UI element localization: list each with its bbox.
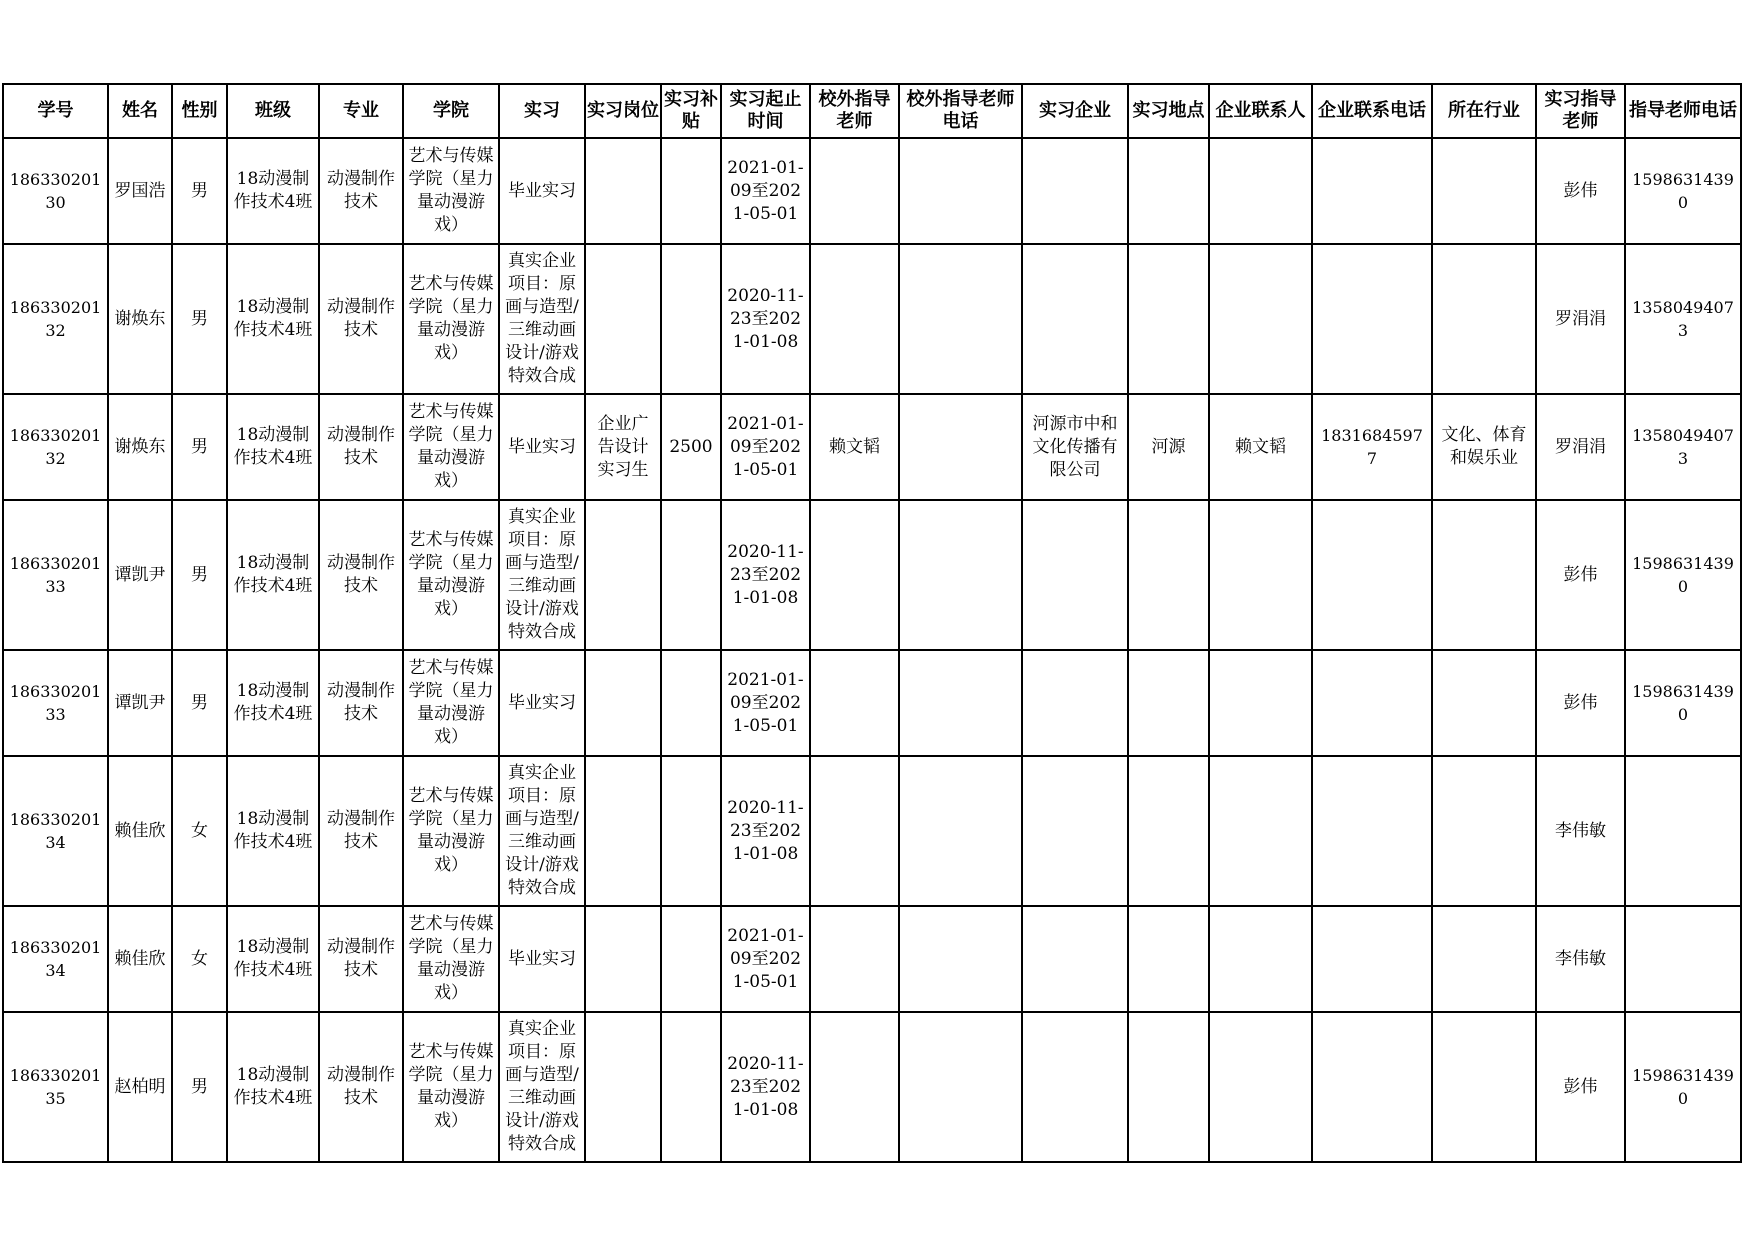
cell-text: 18动漫制作技术4班 xyxy=(233,425,313,468)
table-cell xyxy=(227,394,319,500)
cell-text: 2500 xyxy=(669,436,713,457)
cell-text: 赖佳欣 xyxy=(114,820,166,841)
table-cell xyxy=(899,394,1022,500)
column-header: 专业 xyxy=(319,84,403,138)
table-cell xyxy=(3,244,108,394)
table-cell xyxy=(108,500,172,650)
table-cell xyxy=(108,394,172,500)
cell-text: 罗涓涓 xyxy=(1555,436,1606,457)
table-cell xyxy=(3,756,108,906)
table-cell xyxy=(721,500,810,650)
table-cell xyxy=(499,500,585,650)
table-cell xyxy=(661,756,721,906)
cell-text: 2021-01-09至2021-05-01 xyxy=(727,669,804,736)
table-cell xyxy=(1312,906,1432,1012)
table-cell xyxy=(319,650,403,756)
table-cell xyxy=(319,138,403,244)
table-cell xyxy=(227,244,319,394)
cell-text: 15986314390 xyxy=(1632,682,1734,724)
table-cell xyxy=(227,138,319,244)
table-cell xyxy=(108,244,172,394)
table-row xyxy=(3,138,1741,244)
column-header: 校外指导老师 xyxy=(810,84,899,138)
column-header: 实习起止时间 xyxy=(721,84,810,138)
table-cell xyxy=(3,394,108,500)
cell-text: 艺术与传媒学院（星力量动漫游戏） xyxy=(408,914,494,1003)
cell-text: 艺术与传媒学院（星力量动漫游戏） xyxy=(408,1042,494,1131)
table-cell xyxy=(1128,500,1209,650)
table-cell xyxy=(1022,394,1128,500)
table-cell xyxy=(810,500,899,650)
table-cell xyxy=(585,650,661,756)
cell-text: 李伟敏 xyxy=(1555,820,1606,841)
cell-text: 15986314390 xyxy=(1632,554,1734,596)
cell-text: 18动漫制作技术4班 xyxy=(233,297,313,340)
table-cell xyxy=(1312,756,1432,906)
cell-text: 真实企业项目：原画与造型/三维动画设计/游戏特效合成 xyxy=(505,507,579,642)
table-cell xyxy=(661,138,721,244)
cell-text: 18动漫制作技术4班 xyxy=(233,169,313,212)
table-cell xyxy=(172,244,227,394)
table-cell xyxy=(1128,906,1209,1012)
table-cell xyxy=(1128,1012,1209,1162)
table-cell xyxy=(319,244,403,394)
table-cell xyxy=(1022,138,1128,244)
cell-text: 艺术与传媒学院（星力量动漫游戏） xyxy=(408,402,494,491)
table-cell xyxy=(227,1012,319,1162)
table-cell xyxy=(810,394,899,500)
table-cell xyxy=(108,756,172,906)
table-cell xyxy=(1128,650,1209,756)
cell-text: 罗涓涓 xyxy=(1555,308,1606,329)
cell-text: 2020-11-23至2021-01-08 xyxy=(727,541,804,608)
cell-text: 动漫制作技术 xyxy=(327,809,395,852)
cell-text: 动漫制作技术 xyxy=(327,553,395,596)
table-cell xyxy=(227,650,319,756)
cell-text: 2020-11-23至2021-01-08 xyxy=(727,797,804,864)
table-cell xyxy=(1536,906,1625,1012)
table-cell xyxy=(3,1012,108,1162)
cell-text: 18633020133 xyxy=(9,554,102,596)
table-cell xyxy=(1536,1012,1625,1162)
cell-text: 18633020132 xyxy=(9,426,102,468)
cell-text: 18动漫制作技术4班 xyxy=(233,681,313,724)
cell-text: 18316845977 xyxy=(1321,426,1423,468)
table-cell xyxy=(1432,244,1536,394)
table-cell xyxy=(1128,394,1209,500)
table-cell xyxy=(1432,1012,1536,1162)
cell-text: 男 xyxy=(191,308,208,329)
cell-text: 艺术与传媒学院（星力量动漫游戏） xyxy=(408,274,494,363)
table-cell xyxy=(403,394,499,500)
cell-text: 彭伟 xyxy=(1563,1076,1598,1097)
table-cell xyxy=(172,756,227,906)
cell-text: 动漫制作技术 xyxy=(327,937,395,980)
table-cell xyxy=(1432,756,1536,906)
table-cell xyxy=(661,500,721,650)
table-cell xyxy=(499,650,585,756)
cell-text: 动漫制作技术 xyxy=(327,169,395,212)
table-cell xyxy=(1209,138,1312,244)
cell-text: 18633020134 xyxy=(9,938,102,980)
cell-text: 动漫制作技术 xyxy=(327,297,395,340)
table-cell xyxy=(1312,1012,1432,1162)
cell-text: 赖佳欣 xyxy=(114,948,166,969)
table-cell xyxy=(1022,244,1128,394)
table-cell xyxy=(899,138,1022,244)
cell-text: 艺术与传媒学院（星力量动漫游戏） xyxy=(408,786,494,875)
table-cell xyxy=(172,138,227,244)
cell-text: 谭凯尹 xyxy=(114,692,166,713)
table-cell xyxy=(319,756,403,906)
column-header: 实习补贴 xyxy=(661,84,721,138)
cell-text: 2020-11-23至2021-01-08 xyxy=(727,1053,804,1120)
table-cell xyxy=(108,1012,172,1162)
table-cell xyxy=(1209,906,1312,1012)
column-header: 学号 xyxy=(3,84,108,138)
table-cell xyxy=(899,756,1022,906)
table-cell xyxy=(172,500,227,650)
cell-text: 动漫制作技术 xyxy=(327,425,395,468)
column-header: 实习指导老师 xyxy=(1536,84,1625,138)
table-cell xyxy=(585,394,661,500)
cell-text: 毕业实习 xyxy=(508,180,576,201)
table-cell xyxy=(3,650,108,756)
table-cell xyxy=(1625,756,1741,906)
table-cell xyxy=(585,906,661,1012)
table-cell xyxy=(319,394,403,500)
cell-text: 谢焕东 xyxy=(114,436,166,457)
column-header: 所在行业 xyxy=(1432,84,1536,138)
cell-text: 男 xyxy=(191,564,208,585)
table-cell xyxy=(403,500,499,650)
table-cell xyxy=(721,138,810,244)
table-cell xyxy=(227,756,319,906)
cell-text: 18633020133 xyxy=(9,682,102,724)
table-cell xyxy=(585,244,661,394)
cell-text: 毕业实习 xyxy=(508,692,576,713)
column-header: 校外指导老师电话 xyxy=(899,84,1022,138)
table-cell xyxy=(899,1012,1022,1162)
cell-text: 男 xyxy=(191,692,208,713)
cell-text: 河源 xyxy=(1151,436,1186,457)
column-header: 实习地点 xyxy=(1128,84,1209,138)
cell-text: 赖文韬 xyxy=(1235,436,1286,457)
table-cell xyxy=(1022,756,1128,906)
table-row xyxy=(3,1012,1741,1162)
cell-text: 李伟敏 xyxy=(1555,948,1606,969)
table-cell xyxy=(172,650,227,756)
table-cell xyxy=(661,650,721,756)
table-cell xyxy=(1536,500,1625,650)
cell-text: 彭伟 xyxy=(1563,692,1598,713)
cell-text: 动漫制作技术 xyxy=(327,1065,395,1108)
table-row xyxy=(3,244,1741,394)
cell-text: 企业广告设计实习生 xyxy=(597,413,649,480)
column-header: 实习岗位 xyxy=(585,84,661,138)
cell-text: 女 xyxy=(191,820,208,841)
table-cell xyxy=(3,500,108,650)
table-cell xyxy=(1022,650,1128,756)
table-cell xyxy=(227,906,319,1012)
table-cell xyxy=(1625,138,1741,244)
table-cell xyxy=(1209,650,1312,756)
cell-text: 男 xyxy=(191,436,208,457)
cell-text: 艺术与传媒学院（星力量动漫游戏） xyxy=(408,146,494,235)
column-header: 性别 xyxy=(172,84,227,138)
table-cell xyxy=(1432,650,1536,756)
cell-text: 18633020134 xyxy=(9,810,102,852)
table-cell xyxy=(1209,500,1312,650)
table-cell xyxy=(108,650,172,756)
cell-text: 毕业实习 xyxy=(508,436,576,457)
cell-text: 真实企业项目：原画与造型/三维动画设计/游戏特效合成 xyxy=(505,763,579,898)
cell-text: 15986314390 xyxy=(1632,1066,1734,1108)
column-header: 指导老师电话 xyxy=(1625,84,1741,138)
table-cell xyxy=(1625,244,1741,394)
table-cell xyxy=(721,906,810,1012)
cell-text: 毕业实习 xyxy=(508,948,576,969)
table-cell xyxy=(585,138,661,244)
table-cell xyxy=(721,650,810,756)
table-cell xyxy=(172,906,227,1012)
column-header: 实习企业 xyxy=(1022,84,1128,138)
cell-text: 赖文韬 xyxy=(829,436,880,457)
cell-text: 罗国浩 xyxy=(114,180,166,201)
table-cell xyxy=(810,138,899,244)
table-cell xyxy=(108,906,172,1012)
table-cell xyxy=(1128,244,1209,394)
table-cell xyxy=(1022,1012,1128,1162)
table-cell xyxy=(810,756,899,906)
cell-text: 18633020135 xyxy=(9,1066,102,1108)
table-cell xyxy=(1432,138,1536,244)
cell-text: 艺术与传媒学院（星力量动漫游戏） xyxy=(408,658,494,747)
cell-text: 女 xyxy=(191,948,208,969)
cell-text: 18动漫制作技术4班 xyxy=(233,1065,313,1108)
table-cell xyxy=(403,650,499,756)
cell-text: 18633020132 xyxy=(9,298,102,340)
table-row xyxy=(3,756,1741,906)
table-cell xyxy=(1625,650,1741,756)
cell-text: 13580494073 xyxy=(1632,426,1734,468)
table-cell xyxy=(1536,650,1625,756)
table-cell xyxy=(1536,138,1625,244)
table-header-row xyxy=(3,84,1741,138)
cell-text: 18633020130 xyxy=(9,170,102,212)
table-cell xyxy=(499,906,585,1012)
table-cell xyxy=(1312,394,1432,500)
cell-text: 彭伟 xyxy=(1563,180,1598,201)
table-cell xyxy=(3,138,108,244)
table-cell xyxy=(721,1012,810,1162)
table-cell xyxy=(319,500,403,650)
table-cell xyxy=(499,394,585,500)
table-cell xyxy=(1022,500,1128,650)
cell-text: 18动漫制作技术4班 xyxy=(233,937,313,980)
table-cell xyxy=(810,650,899,756)
table-cell xyxy=(227,500,319,650)
table-cell xyxy=(810,906,899,1012)
table-row xyxy=(3,650,1741,756)
table-cell xyxy=(810,244,899,394)
table-cell xyxy=(661,906,721,1012)
cell-text: 谢焕东 xyxy=(114,308,166,329)
table-cell xyxy=(810,1012,899,1162)
table-cell xyxy=(661,244,721,394)
table-cell xyxy=(172,394,227,500)
table-cell xyxy=(899,650,1022,756)
cell-text: 河源市中和文化传播有限公司 xyxy=(1032,413,1118,480)
column-header: 企业联系电话 xyxy=(1312,84,1432,138)
table-cell xyxy=(585,500,661,650)
table-cell xyxy=(1625,394,1741,500)
cell-text: 真实企业项目：原画与造型/三维动画设计/游戏特效合成 xyxy=(505,251,579,386)
table-cell xyxy=(1536,394,1625,500)
table-cell xyxy=(1312,500,1432,650)
table-cell xyxy=(1312,244,1432,394)
table-cell xyxy=(108,138,172,244)
table-cell xyxy=(721,394,810,500)
table-cell xyxy=(1209,244,1312,394)
table-cell xyxy=(721,244,810,394)
table-cell xyxy=(585,1012,661,1162)
column-header: 姓名 xyxy=(108,84,172,138)
table-cell xyxy=(1209,756,1312,906)
cell-text: 2021-01-09至2021-05-01 xyxy=(727,157,804,224)
cell-text: 赵柏明 xyxy=(114,1076,166,1097)
table-cell xyxy=(1536,756,1625,906)
column-header: 实习 xyxy=(499,84,585,138)
table-cell xyxy=(1128,138,1209,244)
table-cell xyxy=(721,756,810,906)
cell-text: 真实企业项目：原画与造型/三维动画设计/游戏特效合成 xyxy=(505,1019,579,1154)
table-row xyxy=(3,394,1741,500)
table-cell xyxy=(403,138,499,244)
cell-text: 2021-01-09至2021-05-01 xyxy=(727,413,804,480)
column-header: 学院 xyxy=(403,84,499,138)
table-cell xyxy=(499,138,585,244)
column-header: 班级 xyxy=(227,84,319,138)
table-cell xyxy=(1312,138,1432,244)
table-cell xyxy=(1432,906,1536,1012)
table-cell xyxy=(172,1012,227,1162)
cell-text: 彭伟 xyxy=(1563,564,1598,585)
table-cell xyxy=(1312,650,1432,756)
table-cell xyxy=(1128,756,1209,906)
table-cell xyxy=(1022,906,1128,1012)
table-cell xyxy=(1625,500,1741,650)
table-cell xyxy=(1432,394,1536,500)
table-cell xyxy=(661,1012,721,1162)
table-cell xyxy=(403,906,499,1012)
table-cell xyxy=(1432,500,1536,650)
table-body xyxy=(3,138,1741,1162)
cell-text: 文化、体育和娱乐业 xyxy=(1441,425,1527,468)
cell-text: 18动漫制作技术4班 xyxy=(233,809,313,852)
cell-text: 2021-01-09至2021-05-01 xyxy=(727,925,804,992)
cell-text: 2020-11-23至2021-01-08 xyxy=(727,285,804,352)
table-cell xyxy=(499,1012,585,1162)
column-header: 企业联系人 xyxy=(1209,84,1312,138)
table-cell xyxy=(319,1012,403,1162)
table-cell xyxy=(899,500,1022,650)
table-cell xyxy=(403,1012,499,1162)
table-cell xyxy=(1625,906,1741,1012)
cell-text: 13580494073 xyxy=(1632,298,1734,340)
table-cell xyxy=(1625,1012,1741,1162)
table-cell xyxy=(3,906,108,1012)
cell-text: 男 xyxy=(191,180,208,201)
cell-text: 男 xyxy=(191,1076,208,1097)
table-cell xyxy=(499,244,585,394)
table-cell xyxy=(319,906,403,1012)
cell-text: 谭凯尹 xyxy=(114,564,166,585)
cell-text: 15986314390 xyxy=(1632,170,1734,212)
table-cell xyxy=(899,906,1022,1012)
table-cell xyxy=(1536,244,1625,394)
table-cell xyxy=(1209,1012,1312,1162)
table-cell xyxy=(403,756,499,906)
table-row xyxy=(3,500,1741,650)
table-cell xyxy=(1209,394,1312,500)
cell-text: 艺术与传媒学院（星力量动漫游戏） xyxy=(408,530,494,619)
table-cell xyxy=(585,756,661,906)
table-cell xyxy=(499,756,585,906)
table-cell xyxy=(899,244,1022,394)
internship-table xyxy=(2,83,1742,1163)
cell-text: 动漫制作技术 xyxy=(327,681,395,724)
table-cell xyxy=(661,394,721,500)
table-row xyxy=(3,906,1741,1012)
table-cell xyxy=(403,244,499,394)
cell-text: 18动漫制作技术4班 xyxy=(233,553,313,596)
